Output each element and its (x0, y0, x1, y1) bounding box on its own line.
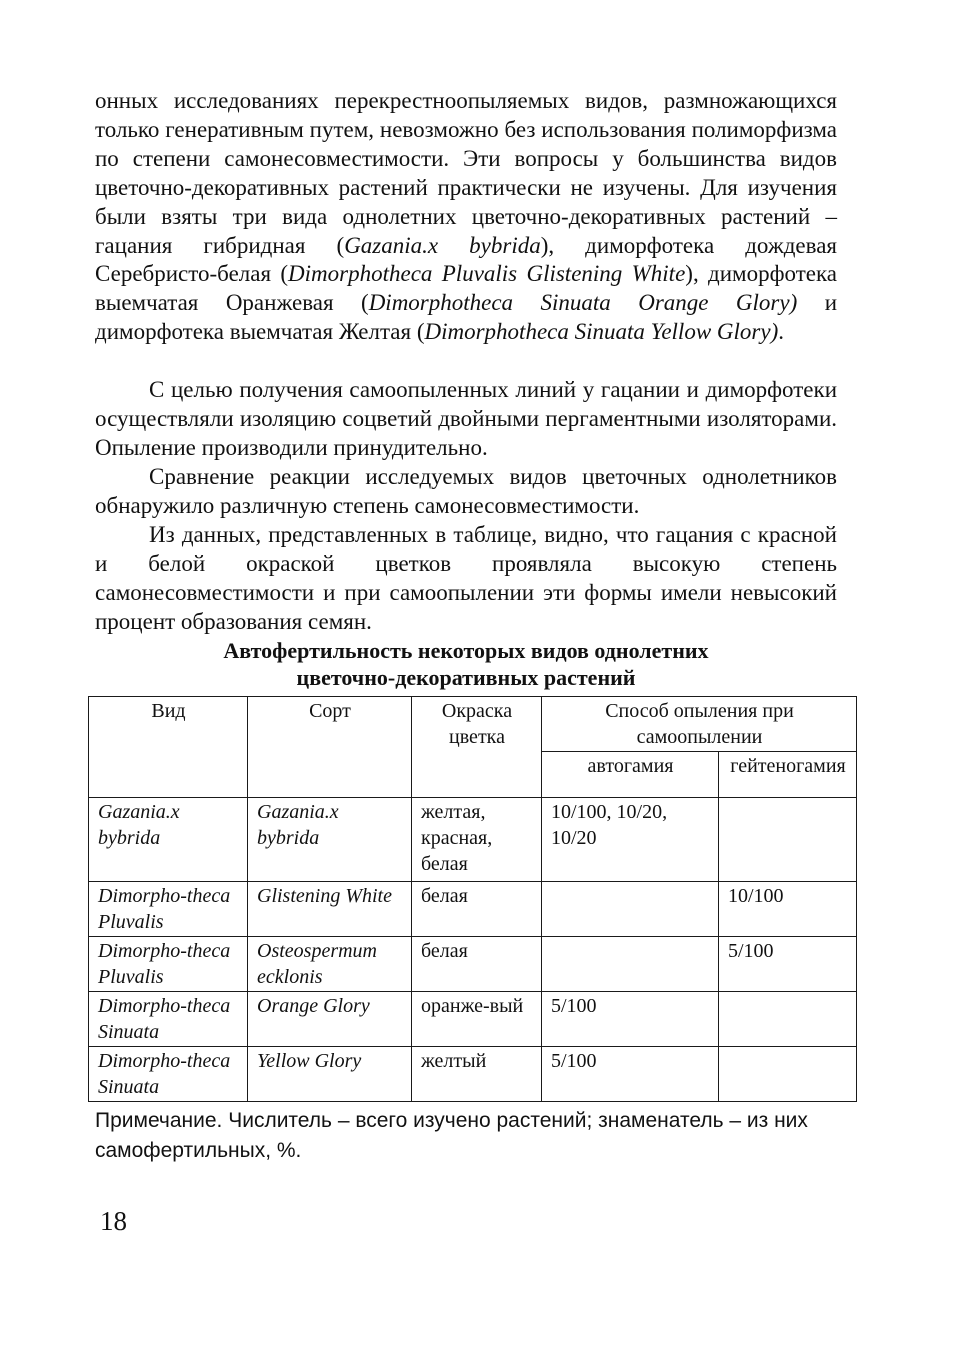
paragraph-2: С целью получения самоопыленных линий у гацании и диморфотеки осуществляли изоляцию соцветий двойными пергаментными изоляторами. Опыление производили принудительно. (95, 377, 837, 460)
cell-geitonogamy (719, 798, 857, 882)
cell-flower-color: оранже-вый (412, 992, 542, 1047)
cell-geitonogamy (719, 992, 857, 1047)
table-header-row (89, 697, 857, 752)
paragraph-4: Из данных, представленных в таблице, видно, что гацания с красной и белой окраской цветков проявляла высокую степень самонесовместимости и при самоопылении эти формы имели невысокий процент образования семян. (95, 522, 837, 634)
cell-species: Dimorpho-theca Pluvalis (89, 882, 248, 937)
table-row (89, 798, 857, 882)
cell-species: Dimorpho-theca Sinuata (89, 992, 248, 1047)
cell-geitonogamy (719, 1047, 857, 1102)
latin-name-text: Dimorphotheca Sinuata Orange Glory) (368, 290, 798, 316)
header-species: Вид (89, 697, 248, 798)
table-row (89, 937, 857, 992)
header-pollination-method: Способ опыления при самоопылении (542, 697, 857, 752)
latin-name-text: Gazania.x bybrida (344, 232, 541, 258)
latin-name-text: Dimorphotheca Sinuata Yellow Glory) (424, 319, 779, 345)
header-autogamy: автогамия (542, 752, 719, 798)
paragraph-1 (95, 87, 837, 347)
cell-variety: Gazania.x bybrida (248, 798, 412, 882)
cell-variety: Osteospermum ecklonis (248, 937, 412, 992)
cell-autogamy (542, 882, 719, 937)
table-row (89, 992, 857, 1047)
cell-species: Gazania.x bybrida (89, 798, 248, 882)
table-row (89, 1047, 857, 1102)
table-caption-line-1: Автофертильность некоторых видов однолетних (223, 638, 709, 663)
cell-geitonogamy: 10/100 (719, 882, 857, 937)
cell-variety: Orange Glory (248, 992, 412, 1047)
latin-name-text: Dimorphotheca Pluvalis Glistening White (288, 261, 686, 287)
cell-autogamy (542, 937, 719, 992)
header-flower-color: Окраска цветка (412, 697, 542, 798)
cell-flower-color: белая (412, 882, 542, 937)
cell-variety: Yellow Glory (248, 1047, 412, 1102)
paragraph-text: и диморфотека выемчатая Желтая ( (95, 290, 837, 345)
paragraph-3: Сравнение реакции исследуемых видов цветочных однолетников обнаружило различную степень самонесовместимости. (95, 464, 837, 518)
cell-autogamy: 5/100 (542, 1047, 719, 1102)
page-number: 18 (100, 1206, 127, 1236)
cell-flower-color: желтый (412, 1047, 542, 1102)
cell-flower-color: белая (412, 937, 542, 992)
paragraph-text: ), диморфотека дождевая Серебристо-белая ( (95, 232, 837, 287)
paragraph-text: ), диморфотека выемчатая Оранжевая ( (95, 261, 838, 316)
cell-flower-color: желтая, красная, белая (412, 798, 542, 882)
table-caption (95, 637, 837, 691)
cell-autogamy: 10/100, 10/20, 10/20 (542, 798, 719, 882)
cell-species: Dimorpho-theca Pluvalis (89, 937, 248, 992)
table-row (89, 882, 857, 937)
autofertility-table (88, 696, 857, 1102)
header-variety: Сорт (248, 697, 412, 798)
table-caption-line-2: цветочно-декоративных растений (296, 665, 636, 690)
paragraph-text: . (778, 319, 784, 345)
cell-geitonogamy: 5/100 (719, 937, 857, 992)
table-body (89, 798, 857, 1102)
header-geitonogamy: гейтеногамия (719, 752, 857, 798)
paragraph-text: онных исследованиях перекрестноопыляемых видов, размножающихся только генеративным путем, невозможно без использования полиморфизма по степени самонесовместимости. Эти вопросы у большинства видов цветочно-декоративных растений практически не изучены. Для изучения были взяты три вида однолетних цветочно-декоративных растений – гацания гибридная ( (95, 88, 837, 258)
cell-variety: Glistening White (248, 882, 412, 937)
cell-species: Dimorpho-theca Sinuata (89, 1047, 248, 1102)
table-note: Примечание. Числитель – всего изучено растений; знаменатель – из них самофертильных, %. (95, 1109, 808, 1162)
cell-autogamy: 5/100 (542, 992, 719, 1047)
